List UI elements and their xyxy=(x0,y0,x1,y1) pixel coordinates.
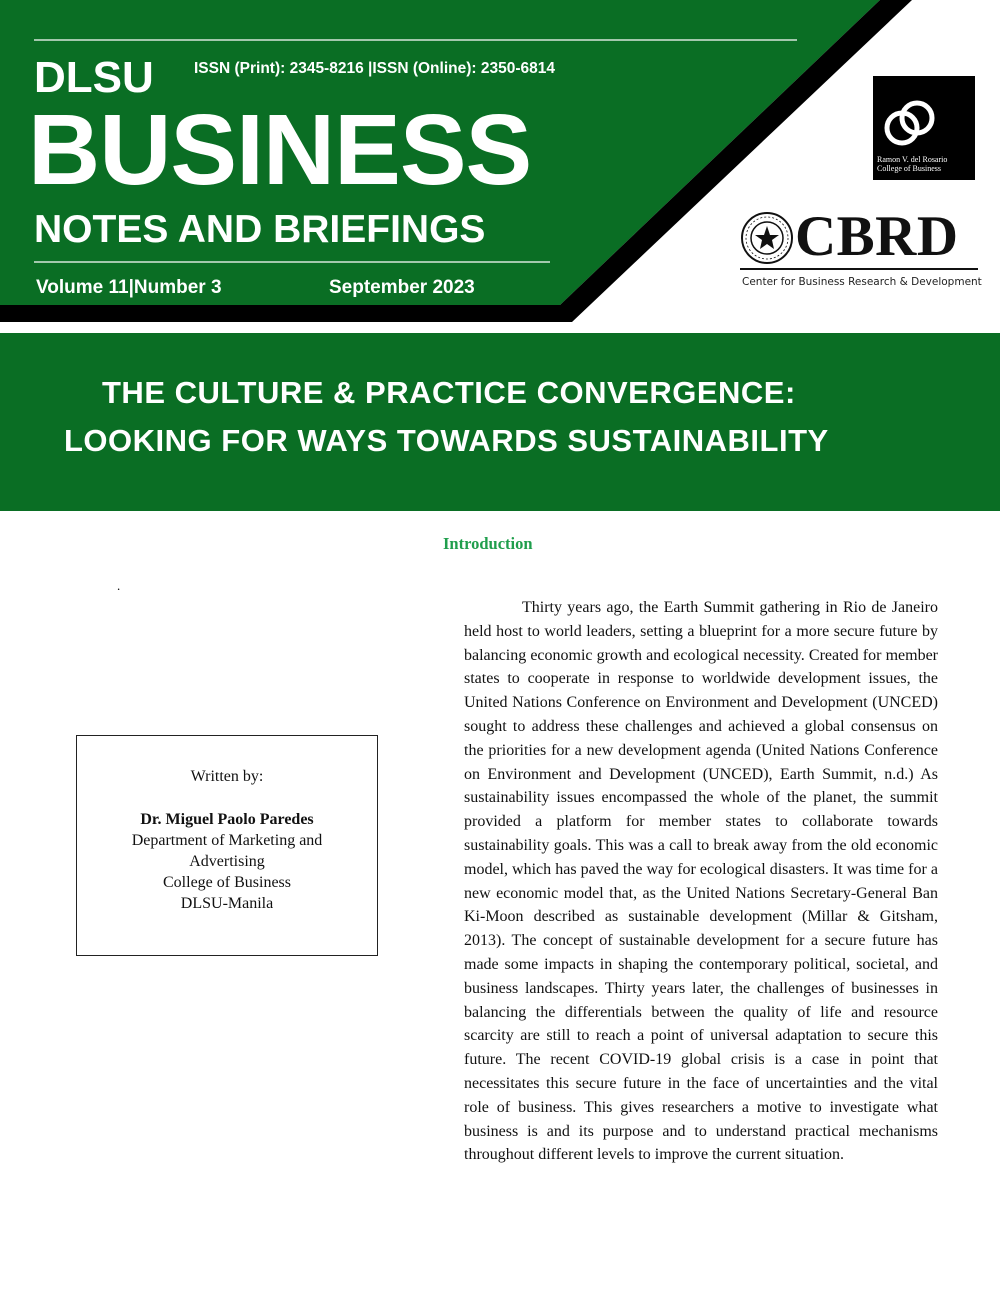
stray-dot: . xyxy=(117,578,121,593)
rvr-college-name: Ramon V. del Rosario College of Business xyxy=(877,155,948,173)
title-banner xyxy=(0,333,1000,511)
cbrd-divider xyxy=(740,268,978,270)
business-wordmark: BUSINESS xyxy=(28,94,532,206)
author-name: Dr. Miguel Paolo Paredes xyxy=(140,811,314,828)
introduction-heading: Introduction xyxy=(443,534,533,553)
author-department: Department of Marketing and xyxy=(131,832,323,849)
author-college: College of Business xyxy=(163,874,291,891)
volume-number: Volume 11|Number 3 xyxy=(36,277,222,298)
dlsu-seal-icon xyxy=(740,211,794,265)
dlsu-wordmark: DLSU xyxy=(34,53,154,102)
article-title-line-2: LOOKING FOR WAYS TOWARDS SUSTAINABILITY xyxy=(64,423,829,458)
article-title-line-1: THE CULTURE & PRACTICE CONVERGENCE: xyxy=(102,375,796,410)
issn-line: ISSN (Print): 2345-8216 |ISSN (Online): 2350-6814 xyxy=(194,60,555,77)
cbrd-full-name: Center for Business Research & Development xyxy=(742,276,982,288)
notes-and-briefings-wordmark: NOTES AND BRIEFINGS xyxy=(34,208,486,251)
written-by-label: Written by: xyxy=(190,768,264,785)
issue-date: September 2023 xyxy=(329,277,475,298)
introduction-body: Thirty years ago, the Earth Summit gathering in Rio de Janeiro held host to world leaders, setting a blueprint for a more secure future by balancing economic growth and ecological necessity. Created for member states to cooperate in response to worldwide development issues, the United Nations Conference on Environment and Development (UNCED) sought to address these challenges and achieved a global consensus on the priorities for a new development agenda (United Nations Conference on Environment and Development (UNCED), Earth Summit, n.d.) As sustainability issues encompassed the whole of the planet, the summit provided a platform for member states to collaborate towards sustainability goals. This was a call to break away from the old economic model, which has paved the way for ecological disasters. It was time for a new economic model that, as the United Nations Secretary-General Ban Ki-Moon described as sustainable development (Millar & Gitsham, 2013). The concept of sustainable development for a secure future has made some impacts in shaping the contemporary political, societal, and business landscapes. Thirty years later, the challenges of businesses in balancing the differentials between the quality of life and resource scarcity are still to reach a point of universal adaptation to secure this future. The recent COVID-19 global crisis is a case in point that necessitates this secure future in the face of uncertainties and the vital role of business. This gives researchers a motive to investigate what business is and its purpose and to understand practical mechanisms throughout different levels to improve the current situation. xyxy=(464,599,938,1164)
author-box xyxy=(76,735,378,956)
author-department-cont: Advertising xyxy=(189,853,265,870)
author-campus: DLSU-Manila xyxy=(180,895,274,912)
cbrd-wordmark: CBRD xyxy=(795,205,959,268)
